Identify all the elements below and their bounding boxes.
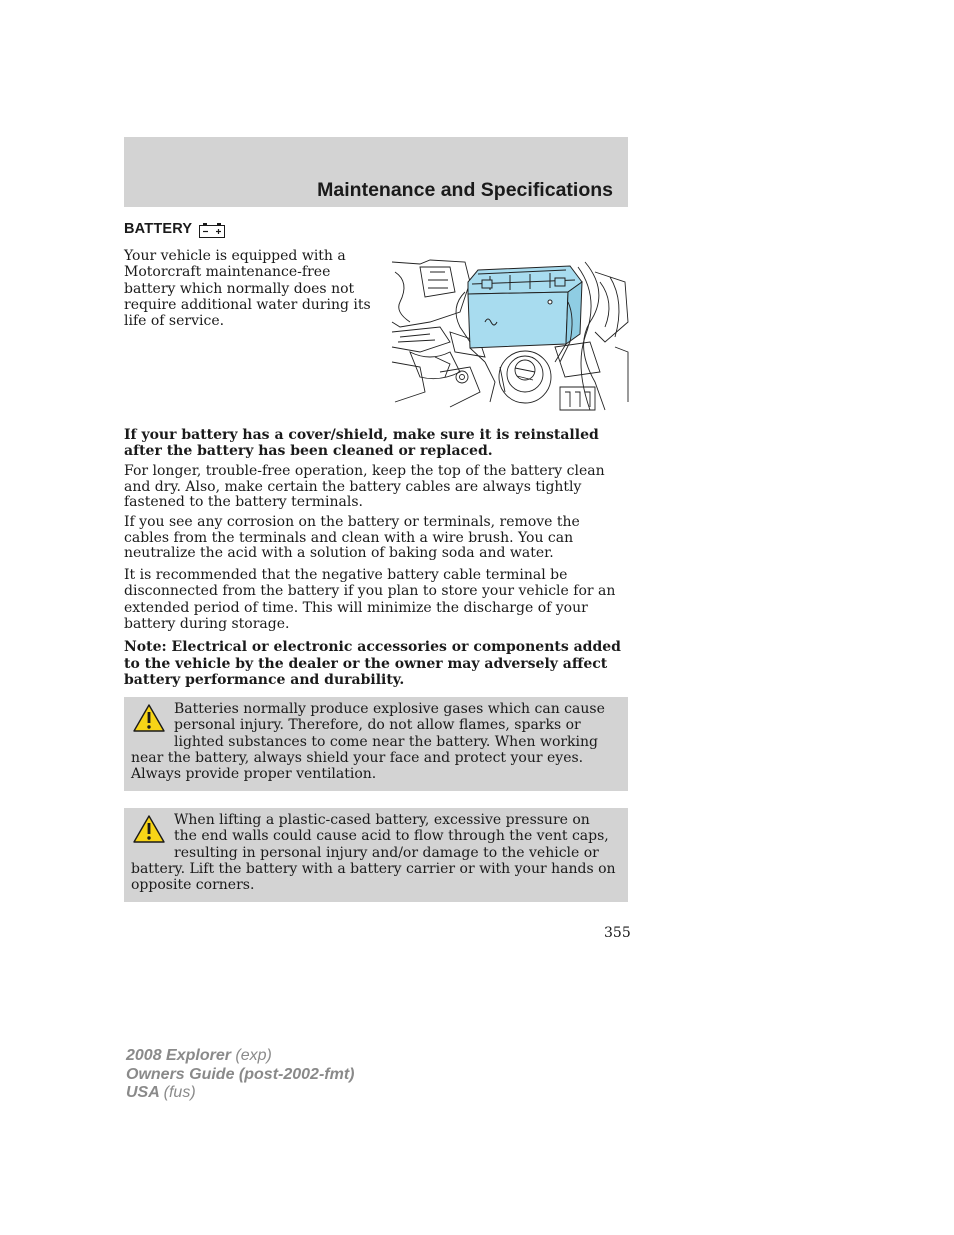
footer <box>126 1047 354 1103</box>
warning-triangle-icon <box>132 814 166 844</box>
footer-model-code: (exp) <box>235 1047 272 1064</box>
footer-line-3 <box>126 1084 354 1103</box>
page-title: Maintenance and Specifications <box>317 179 613 201</box>
warning-text-explosive: Batteries normally produce explosive gases which can cause personal injury. Therefore, do not allow flames, sparks or lighted substances to come near the battery. When working near the battery, always shield your face and protect your eyes. Always provide proper ventilation. <box>131 701 605 783</box>
accessories-note: Note: Electrical or electronic accessories or components added to the vehicle by the dealer or the owner may adversely affect battery performance and durability. <box>124 639 621 689</box>
footer-market-code: (fus) <box>163 1084 196 1101</box>
battery-icon <box>199 222 225 238</box>
section-heading-text: BATTERY <box>124 221 193 237</box>
corrosion-paragraph: If you see any corrosion on the battery or terminals, remove the cables from the terminals and clean with a wire brush. You can neutralize the acid with a solution of baking soda and water. <box>124 514 580 562</box>
battery-engine-illustration <box>390 252 630 412</box>
warning-text-lifting: When lifting a plastic-cased battery, excessive pressure on the end walls could cause acid to flow through the vent caps, resulting in personal injury and/or damage to the vehicle or battery. Lift the battery with a battery carrier or with your hands on opposite corners. <box>131 812 616 894</box>
section-heading <box>124 221 225 237</box>
cover-shield-note: If your battery has a cover/shield, make sure it is reinstalled after the battery has been cleaned or replaced. <box>124 427 599 459</box>
header-band <box>124 137 628 207</box>
footer-line-1 <box>126 1047 354 1066</box>
warning-box-lifting <box>124 808 628 902</box>
footer-line-2: Owners Guide (post-2002-fmt) <box>126 1065 355 1083</box>
footer-model: 2008 Explorer <box>126 1047 231 1064</box>
warning-triangle-icon <box>132 703 166 733</box>
footer-market: USA <box>126 1084 160 1101</box>
page-number: 355 <box>604 925 631 941</box>
clean-dry-paragraph: For longer, trouble-free operation, keep the top of the battery clean and dry. Also, make certain the battery cables are always tightly fastened to the battery terminals. <box>124 463 605 511</box>
storage-paragraph: It is recommended that the negative battery cable terminal be disconnected from the battery if you plan to store your vehicle for an extended period of time. This will minimize the discharge of your battery during storage. <box>124 567 616 632</box>
intro-paragraph: Your vehicle is equipped with a Motorcraft maintenance-free battery which normally does not require additional water during its life of service. <box>124 248 371 330</box>
warning-box-explosive <box>124 697 628 791</box>
